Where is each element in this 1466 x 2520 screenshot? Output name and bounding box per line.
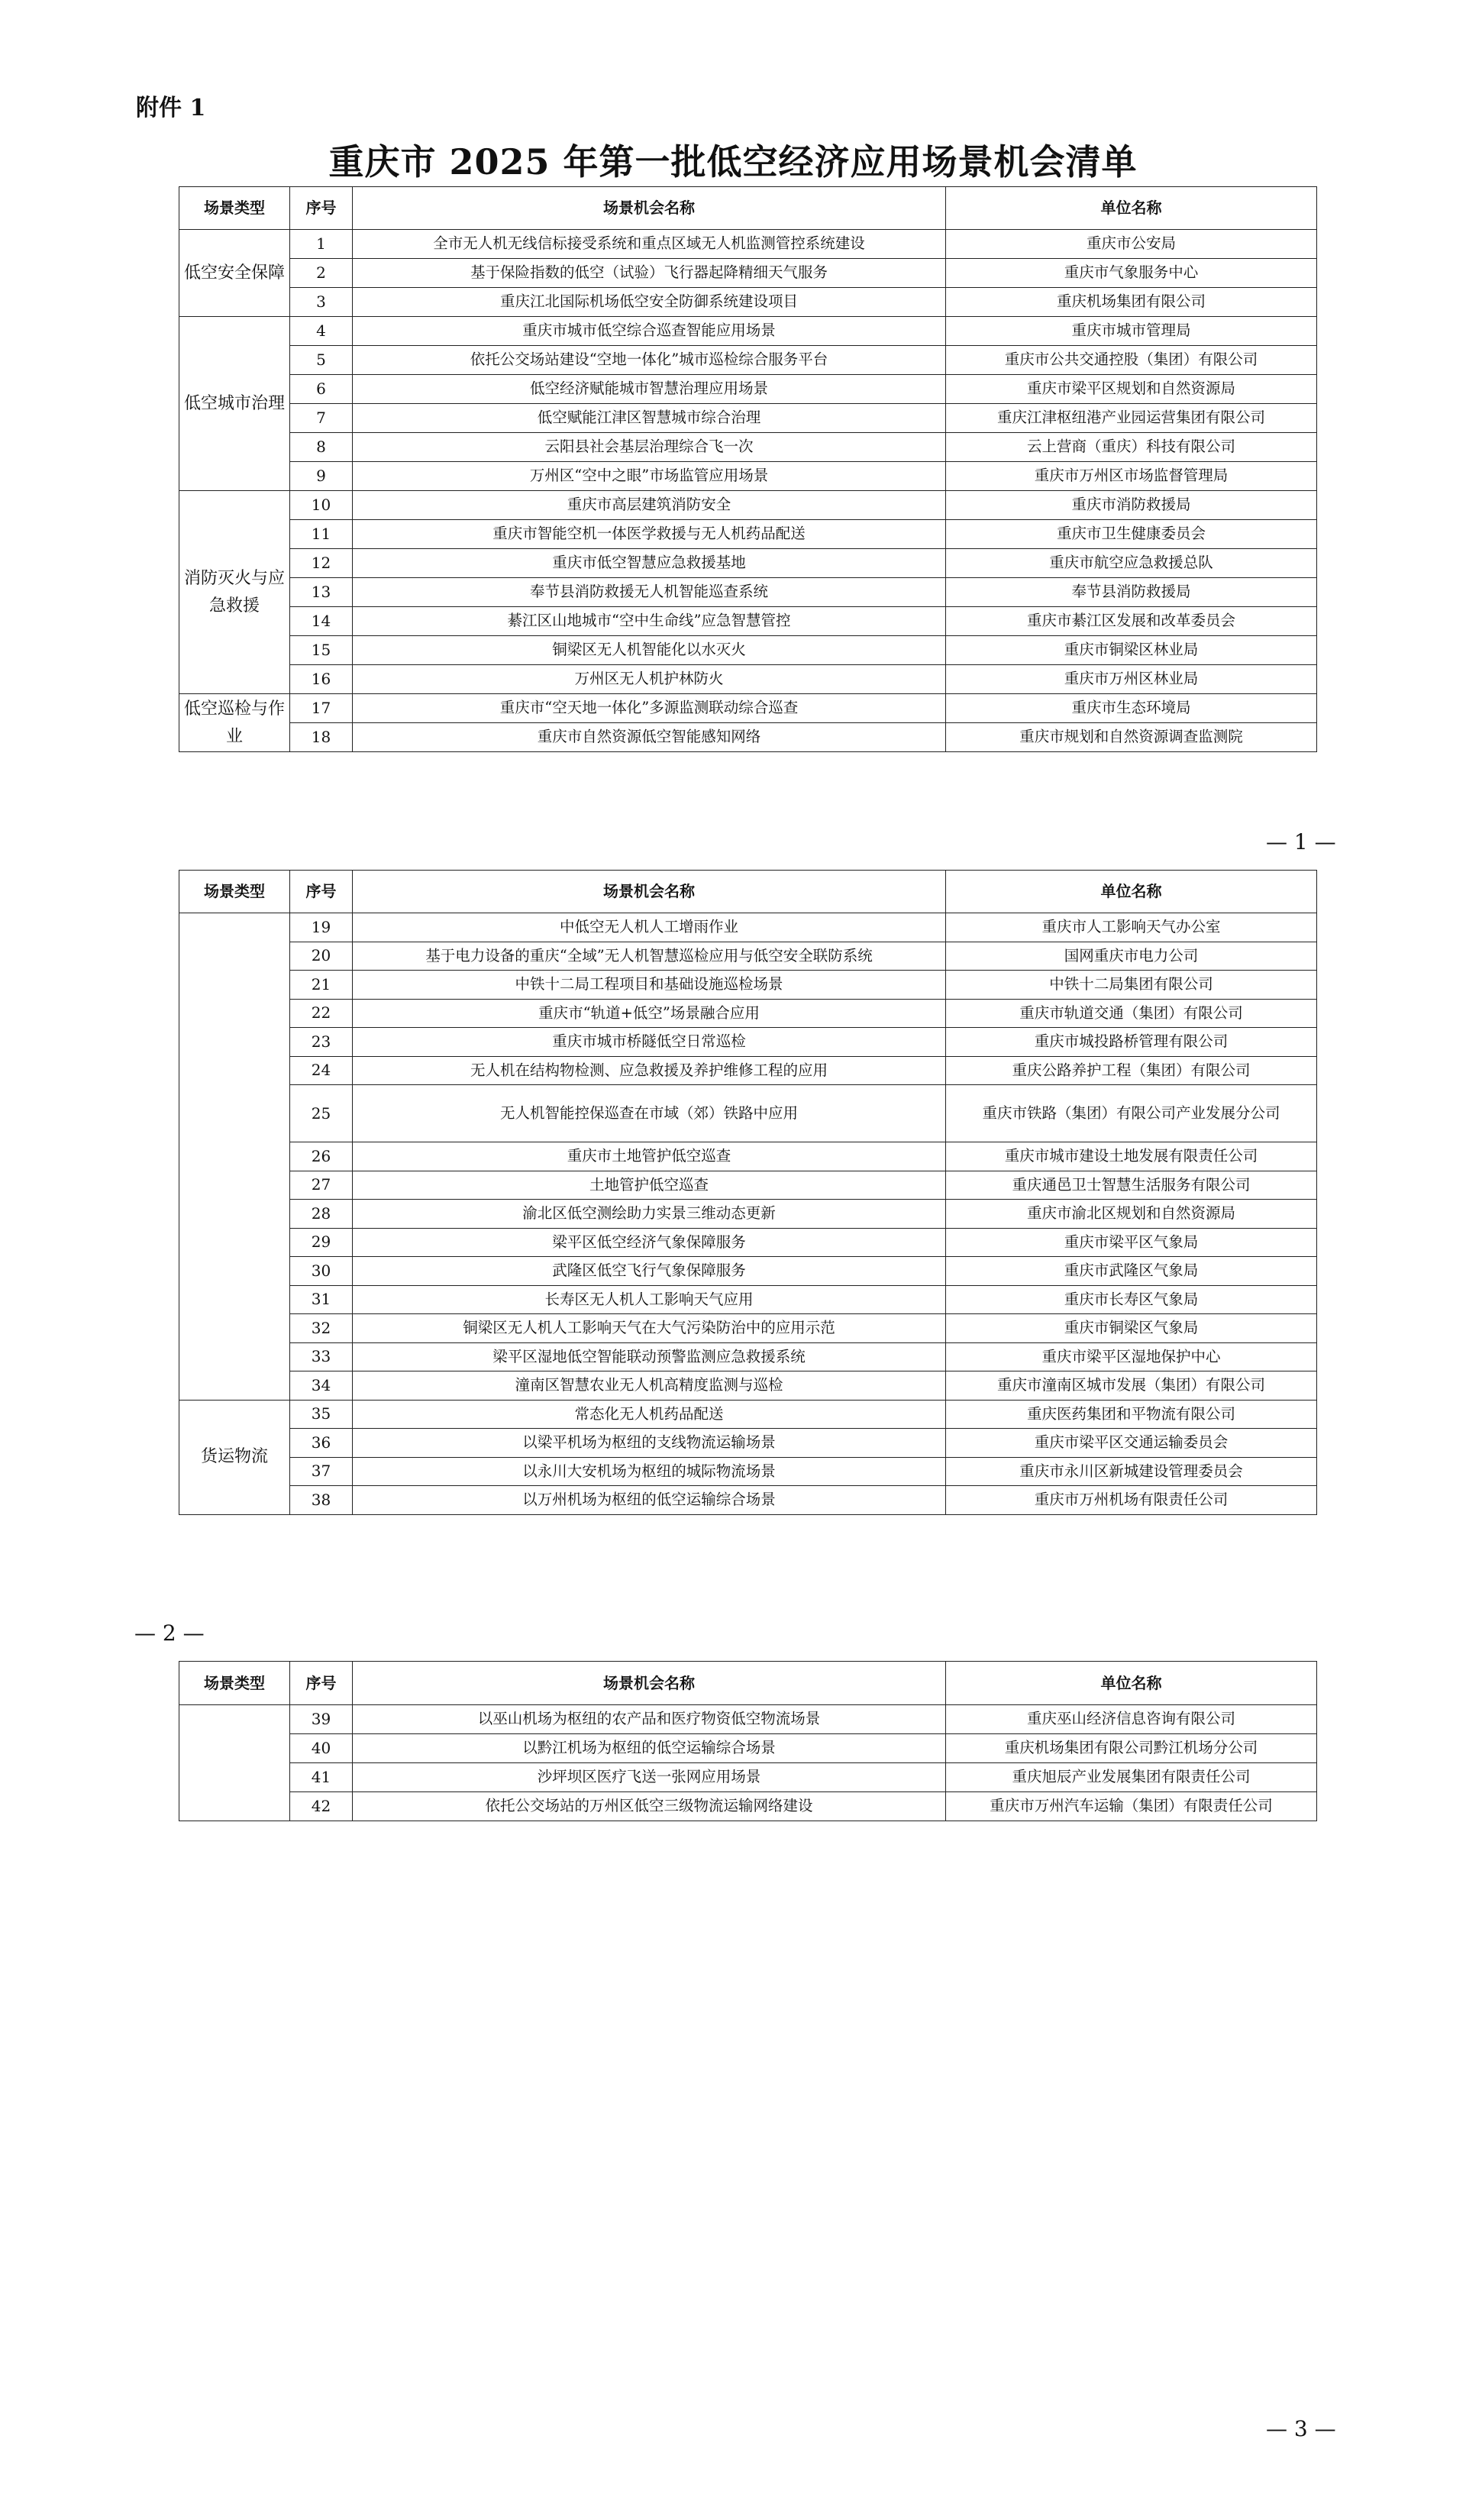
table-row <box>179 694 1317 723</box>
unit-name-cell: 重庆通邑卫士智慧生活服务有限公司 <box>946 1171 1317 1200</box>
category-cell: 低空城市治理 <box>179 317 290 491</box>
table-row <box>179 317 1317 346</box>
table-row <box>179 230 1317 259</box>
seq-cell: 26 <box>290 1142 353 1171</box>
seq-cell: 1 <box>290 230 353 259</box>
scenario-name-cell: 铜梁区无人机人工影响天气在大气污染防治中的应用示范 <box>353 1314 946 1343</box>
table-row <box>179 1763 1317 1792</box>
seq-cell: 23 <box>290 1028 353 1057</box>
category-cell <box>179 1705 290 1821</box>
table-row <box>179 665 1317 694</box>
seq-cell: 8 <box>290 433 353 462</box>
unit-name-cell: 重庆市綦江区发展和改革委员会 <box>946 607 1317 636</box>
seq-cell: 27 <box>290 1171 353 1200</box>
seq-cell: 16 <box>290 665 353 694</box>
table-row <box>179 607 1317 636</box>
scenario-name-cell: 渝北区低空测绘助力实景三维动态更新 <box>353 1200 946 1229</box>
table-header-row <box>179 871 1317 913</box>
unit-name-cell: 重庆市公安局 <box>946 230 1317 259</box>
table-row <box>179 723 1317 752</box>
table-row <box>179 942 1317 971</box>
scenario-name-cell: 中铁十二局工程项目和基础设施巡检场景 <box>353 971 946 1000</box>
seq-cell: 10 <box>290 491 353 520</box>
unit-name-cell: 重庆市万州区市场监督管理局 <box>946 462 1317 491</box>
seq-cell: 31 <box>290 1285 353 1314</box>
scenario-name-cell: 以梁平机场为枢纽的支线物流运输场景 <box>353 1429 946 1458</box>
scenario-name-cell: 万州区无人机护林防火 <box>353 665 946 694</box>
table-row <box>179 913 1317 942</box>
seq-cell: 13 <box>290 578 353 607</box>
unit-name-cell: 重庆市渝北区规划和自然资源局 <box>946 1200 1317 1229</box>
header-name: 场景机会名称 <box>353 187 946 230</box>
unit-name-cell: 重庆市规划和自然资源调查监测院 <box>946 723 1317 752</box>
unit-name-cell: 重庆市航空应急救援总队 <box>946 549 1317 578</box>
header-unit: 单位名称 <box>946 871 1317 913</box>
scenario-table-page-1 <box>179 186 1317 752</box>
seq-cell: 15 <box>290 636 353 665</box>
unit-name-cell: 重庆市城市管理局 <box>946 317 1317 346</box>
table-row <box>179 1705 1317 1734</box>
seq-cell: 7 <box>290 404 353 433</box>
scenario-name-cell: 以万州机场为枢纽的低空运输综合场景 <box>353 1486 946 1515</box>
header-category: 场景类型 <box>179 871 290 913</box>
unit-name-cell: 重庆江津枢纽港产业园运营集团有限公司 <box>946 404 1317 433</box>
unit-name-cell: 重庆市万州汽车运输（集团）有限责任公司 <box>946 1792 1317 1821</box>
unit-name-cell: 重庆市长寿区气象局 <box>946 1285 1317 1314</box>
unit-name-cell: 重庆市生态环境局 <box>946 694 1317 723</box>
table-row <box>179 1429 1317 1458</box>
table-row <box>179 999 1317 1028</box>
table-row <box>179 1314 1317 1343</box>
unit-name-cell: 重庆市卫生健康委员会 <box>946 520 1317 549</box>
table-row <box>179 491 1317 520</box>
document-title: 重庆市 2025 年第一批低空经济应用场景机会清单 <box>328 141 1138 183</box>
scenario-name-cell: 重庆市“轨道+低空”场景融合应用 <box>353 999 946 1028</box>
seq-cell: 19 <box>290 913 353 942</box>
table-header-row <box>179 1662 1317 1705</box>
seq-cell: 18 <box>290 723 353 752</box>
seq-cell: 33 <box>290 1342 353 1371</box>
seq-cell: 20 <box>290 942 353 971</box>
seq-cell: 22 <box>290 999 353 1028</box>
unit-name-cell: 重庆市城投路桥管理有限公司 <box>946 1028 1317 1057</box>
unit-name-cell: 中铁十二局集团有限公司 <box>946 971 1317 1000</box>
scenario-name-cell: 武隆区低空飞行气象保障服务 <box>353 1257 946 1286</box>
table-row <box>179 1457 1317 1486</box>
unit-name-cell: 重庆市梁平区湿地保护中心 <box>946 1342 1317 1371</box>
seq-cell: 39 <box>290 1705 353 1734</box>
header-name: 场景机会名称 <box>353 871 946 913</box>
header-seq: 序号 <box>290 187 353 230</box>
unit-name-cell: 重庆医药集团和平物流有限公司 <box>946 1400 1317 1429</box>
seq-cell: 3 <box>290 288 353 317</box>
seq-cell: 5 <box>290 346 353 375</box>
scenario-name-cell: 梁平区低空经济气象保障服务 <box>353 1228 946 1257</box>
unit-name-cell: 重庆公路养护工程（集团）有限公司 <box>946 1056 1317 1085</box>
category-cell: 货运物流 <box>179 1400 290 1514</box>
scenario-name-cell: 重庆市土地管护低空巡查 <box>353 1142 946 1171</box>
scenario-name-cell: 无人机在结构物检测、应急救援及养护维修工程的应用 <box>353 1056 946 1085</box>
unit-name-cell: 重庆市潼南区城市发展（集团）有限公司 <box>946 1371 1317 1401</box>
scenario-name-cell: 无人机智能控保巡查在市域（郊）铁路中应用 <box>353 1085 946 1142</box>
table-row <box>179 520 1317 549</box>
table-row <box>179 1228 1317 1257</box>
unit-name-cell: 重庆市梁平区气象局 <box>946 1228 1317 1257</box>
header-category: 场景类型 <box>179 1662 290 1705</box>
header-seq: 序号 <box>290 871 353 913</box>
scenario-name-cell: 沙坪坝区医疗飞送一张网应用场景 <box>353 1763 946 1792</box>
table-row <box>179 1792 1317 1821</box>
unit-name-cell: 云上营商（重庆）科技有限公司 <box>946 433 1317 462</box>
unit-name-cell: 重庆市铁路（集团）有限公司产业发展分公司 <box>946 1085 1317 1142</box>
unit-name-cell: 重庆市公共交通控股（集团）有限公司 <box>946 346 1317 375</box>
table-row <box>179 971 1317 1000</box>
scenario-name-cell: 重庆市城市低空综合巡查智能应用场景 <box>353 317 946 346</box>
scenario-name-cell: 万州区“空中之眼”市场监管应用场景 <box>353 462 946 491</box>
scenario-name-cell: 重庆市智能空机一体医学救援与无人机药品配送 <box>353 520 946 549</box>
unit-name-cell: 重庆市城市建设土地发展有限责任公司 <box>946 1142 1317 1171</box>
scenario-name-cell: 长寿区无人机人工影响天气应用 <box>353 1285 946 1314</box>
table-row <box>179 636 1317 665</box>
unit-name-cell: 重庆市消防救援局 <box>946 491 1317 520</box>
category-cell <box>179 913 290 1401</box>
scenario-name-cell: 中低空无人机人工增雨作业 <box>353 913 946 942</box>
category-cell: 低空安全保障 <box>179 230 290 317</box>
page-number-3: — 3 — <box>1266 2416 1336 2441</box>
scenario-table-page-2 <box>179 870 1317 1515</box>
seq-cell: 4 <box>290 317 353 346</box>
seq-cell: 24 <box>290 1056 353 1085</box>
table-row <box>179 1285 1317 1314</box>
seq-cell: 14 <box>290 607 353 636</box>
table-row <box>179 1142 1317 1171</box>
scenario-name-cell: 低空赋能江津区智慧城市综合治理 <box>353 404 946 433</box>
seq-cell: 32 <box>290 1314 353 1343</box>
seq-cell: 28 <box>290 1200 353 1229</box>
attachment-label: 附件 1 <box>136 95 206 121</box>
seq-cell: 11 <box>290 520 353 549</box>
table-row <box>179 375 1317 404</box>
table-row <box>179 462 1317 491</box>
seq-cell: 41 <box>290 1763 353 1792</box>
unit-name-cell: 重庆市人工影响天气办公室 <box>946 913 1317 942</box>
category-cell: 消防灭火与应急救援 <box>179 491 290 694</box>
unit-name-cell: 国网重庆市电力公司 <box>946 942 1317 971</box>
table-row <box>179 1171 1317 1200</box>
table-row <box>179 549 1317 578</box>
scenario-name-cell: 重庆市自然资源低空智能感知网络 <box>353 723 946 752</box>
unit-name-cell: 重庆市武隆区气象局 <box>946 1257 1317 1286</box>
table-row <box>179 1085 1317 1142</box>
unit-name-cell: 重庆旭辰产业发展集团有限责任公司 <box>946 1763 1317 1792</box>
scenario-name-cell: 以黔江机场为枢纽的低空运输综合场景 <box>353 1734 946 1763</box>
scenario-name-cell: 以永川大安机场为枢纽的城际物流场景 <box>353 1457 946 1486</box>
table-row <box>179 1400 1317 1429</box>
seq-cell: 42 <box>290 1792 353 1821</box>
unit-name-cell: 重庆市万州机场有限责任公司 <box>946 1486 1317 1515</box>
table-row <box>179 433 1317 462</box>
seq-cell: 35 <box>290 1400 353 1429</box>
header-name: 场景机会名称 <box>353 1662 946 1705</box>
table-row <box>179 1056 1317 1085</box>
scenario-name-cell: 重庆市城市桥隧低空日常巡检 <box>353 1028 946 1057</box>
scenario-name-cell: 依托公交场站的万州区低空三级物流运输网络建设 <box>353 1792 946 1821</box>
unit-name-cell: 重庆市铜梁区气象局 <box>946 1314 1317 1343</box>
scenario-name-cell: 常态化无人机药品配送 <box>353 1400 946 1429</box>
scenario-name-cell: 云阳县社会基层治理综合飞一次 <box>353 433 946 462</box>
seq-cell: 12 <box>290 549 353 578</box>
unit-name-cell: 重庆巫山经济信息咨询有限公司 <box>946 1705 1317 1734</box>
unit-name-cell: 重庆机场集团有限公司黔江机场分公司 <box>946 1734 1317 1763</box>
table-header-row <box>179 187 1317 230</box>
scenario-name-cell: 铜梁区无人机智能化以水灭火 <box>353 636 946 665</box>
seq-cell: 2 <box>290 259 353 288</box>
seq-cell: 29 <box>290 1228 353 1257</box>
table-row <box>179 1028 1317 1057</box>
unit-name-cell: 重庆市轨道交通（集团）有限公司 <box>946 999 1317 1028</box>
seq-cell: 21 <box>290 971 353 1000</box>
scenario-name-cell: 依托公交场站建设“空地一体化”城市巡检综合服务平台 <box>353 346 946 375</box>
unit-name-cell: 奉节县消防救援局 <box>946 578 1317 607</box>
scenario-name-cell: 基于保险指数的低空（试验）飞行器起降精细天气服务 <box>353 259 946 288</box>
seq-cell: 30 <box>290 1257 353 1286</box>
seq-cell: 34 <box>290 1371 353 1401</box>
page-number-2: — 2 — <box>134 1620 205 1646</box>
scenario-name-cell: 奉节县消防救援无人机智能巡查系统 <box>353 578 946 607</box>
scenario-name-cell: 土地管护低空巡查 <box>353 1171 946 1200</box>
table-row <box>179 259 1317 288</box>
table-row <box>179 1371 1317 1401</box>
scenario-name-cell: 重庆市低空智慧应急救援基地 <box>353 549 946 578</box>
scenario-name-cell: 重庆市高层建筑消防安全 <box>353 491 946 520</box>
table-row <box>179 404 1317 433</box>
header-unit: 单位名称 <box>946 187 1317 230</box>
scenario-name-cell: 重庆江北国际机场低空安全防御系统建设项目 <box>353 288 946 317</box>
seq-cell: 6 <box>290 375 353 404</box>
scenario-name-cell: 以巫山机场为枢纽的农产品和医疗物资低空物流场景 <box>353 1705 946 1734</box>
scenario-name-cell: 重庆市“空天地一体化”多源监测联动综合巡查 <box>353 694 946 723</box>
scenario-table-page-3 <box>179 1661 1317 1821</box>
seq-cell: 17 <box>290 694 353 723</box>
table-row <box>179 1200 1317 1229</box>
seq-cell: 25 <box>290 1085 353 1142</box>
header-unit: 单位名称 <box>946 1662 1317 1705</box>
scenario-name-cell: 潼南区智慧农业无人机高精度监测与巡检 <box>353 1371 946 1401</box>
category-cell: 低空巡检与作业 <box>179 694 290 752</box>
seq-cell: 38 <box>290 1486 353 1515</box>
seq-cell: 9 <box>290 462 353 491</box>
seq-cell: 37 <box>290 1457 353 1486</box>
unit-name-cell: 重庆市梁平区交通运输委员会 <box>946 1429 1317 1458</box>
page-number-1: — 1 — <box>1266 829 1336 855</box>
scenario-name-cell: 全市无人机无线信标接受系统和重点区域无人机监测管控系统建设 <box>353 230 946 259</box>
scenario-name-cell: 低空经济赋能城市智慧治理应用场景 <box>353 375 946 404</box>
header-category: 场景类型 <box>179 187 290 230</box>
scenario-name-cell: 基于电力设备的重庆“全域”无人机智慧巡检应用与低空安全联防系统 <box>353 942 946 971</box>
unit-name-cell: 重庆市梁平区规划和自然资源局 <box>946 375 1317 404</box>
unit-name-cell: 重庆市万州区林业局 <box>946 665 1317 694</box>
scenario-name-cell: 梁平区湿地低空智能联动预警监测应急救援系统 <box>353 1342 946 1371</box>
seq-cell: 36 <box>290 1429 353 1458</box>
scenario-name-cell: 綦江区山地城市“空中生命线”应急智慧管控 <box>353 607 946 636</box>
header-seq: 序号 <box>290 1662 353 1705</box>
unit-name-cell: 重庆机场集团有限公司 <box>946 288 1317 317</box>
table-row <box>179 1734 1317 1763</box>
table-row <box>179 1342 1317 1371</box>
unit-name-cell: 重庆市气象服务中心 <box>946 259 1317 288</box>
seq-cell: 40 <box>290 1734 353 1763</box>
unit-name-cell: 重庆市铜梁区林业局 <box>946 636 1317 665</box>
unit-name-cell: 重庆市永川区新城建设管理委员会 <box>946 1457 1317 1486</box>
table-row <box>179 346 1317 375</box>
table-row <box>179 288 1317 317</box>
table-row <box>179 1486 1317 1515</box>
table-row <box>179 1257 1317 1286</box>
table-row <box>179 578 1317 607</box>
